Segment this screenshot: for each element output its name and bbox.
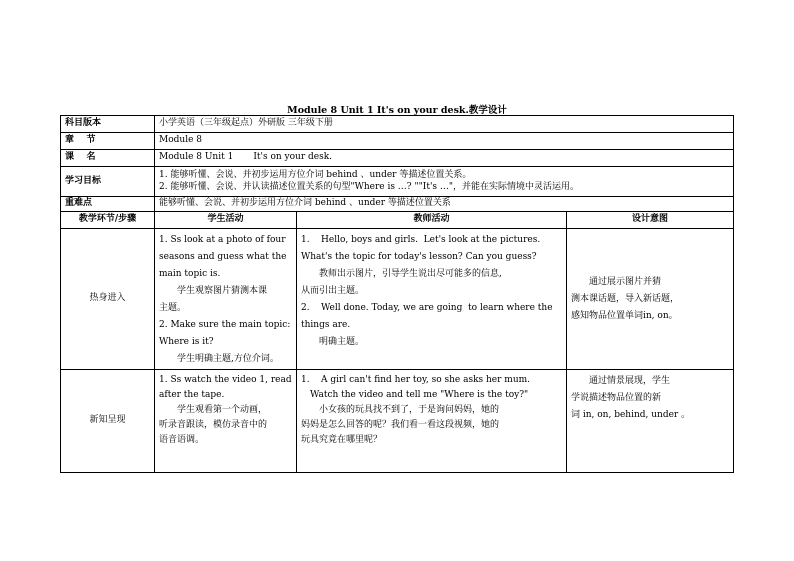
text-line: 妈妈是怎么回答的呢？我们看一看这段视频，她的 — [301, 420, 500, 430]
text-line: 1. Ss watch the video 1, read — [159, 375, 292, 385]
text-line: 明确主题。 — [301, 337, 365, 347]
text-line: 测本课话题，导入新话题， — [571, 293, 680, 304]
keypoints-value: 能够听懂、会说、并初步运用方位介词 behind 、under 等描述位置关系 — [155, 197, 734, 212]
chapter-label: 章 节 — [61, 133, 155, 150]
text-line: 玩具究竟在哪里呢？ — [301, 435, 383, 445]
subject-label: 科目版本 — [61, 116, 155, 133]
teacher-activity-cell — [297, 370, 567, 473]
keypoints-row — [61, 197, 734, 212]
objectives-value — [155, 167, 734, 197]
table-row — [61, 370, 734, 473]
subject-value: 小学英语（三年级起点）外研版 三年级下册 — [155, 116, 734, 133]
chapter-value: Module 8 — [155, 133, 734, 150]
text-line: seasons and guess what the — [159, 252, 287, 262]
design-intent-cell — [567, 370, 734, 473]
text-line: What's the topic for today's lesson? Can you guess? — [301, 252, 537, 262]
text-line: 学生观察图片猜测本课 — [159, 286, 268, 296]
header-design: 设计意图 — [567, 212, 734, 229]
text-line: 通过展示图片并猜 — [571, 276, 662, 287]
text-line: 通过情景展现，学生 — [571, 376, 671, 386]
text-line: 学说描述物品位置的新 — [571, 393, 662, 403]
student-activity-cell — [155, 229, 297, 370]
stage-cell: 新知呈现 — [61, 370, 155, 473]
lesson-value: Module 8 Unit 1 It's on your desk. — [155, 150, 734, 167]
text-line: 2. Make sure the main topic: — [159, 320, 291, 330]
column-header-row — [61, 212, 734, 229]
text-line: 语音语调。 — [159, 435, 205, 445]
header-student: 学生活动 — [155, 212, 297, 229]
text-line: main topic is. — [159, 269, 221, 279]
text-line: 1. A girl can't find her toy, so she asks her mum. — [301, 375, 531, 385]
student-activity-cell — [155, 370, 297, 473]
text-line: things are. — [301, 320, 351, 330]
text-line: 1. Hello, boys and girls. Let's look at the pictures. — [301, 235, 541, 245]
text-line: 学生观看第一个动画， — [159, 405, 268, 415]
info-row-chapter — [61, 133, 734, 150]
header-teacher: 教师活动 — [297, 212, 567, 229]
text-line: 主题。 — [159, 303, 187, 313]
objective-line: 2. 能够听懂、会说、并认读描述位置关系的句型"Where is …? ""It's …"，并能在实际情境中灵活运用。 — [159, 181, 580, 192]
keypoints-label: 重难点 — [61, 197, 155, 212]
lesson-label: 课 名 — [61, 150, 155, 167]
table-row — [61, 229, 734, 370]
text-line: 词 in, on, behind, under 。 — [571, 410, 691, 420]
objectives-row — [61, 167, 734, 197]
text-line: 从而引出主题。 — [301, 286, 365, 296]
objectives-label: 学习目标 — [61, 167, 155, 197]
document-title: Module 8 Unit 1 It's on your desk.教学设计 — [287, 105, 507, 116]
text-line: 学生明确主题,方位介词。 — [159, 354, 279, 364]
teacher-activity-cell — [297, 229, 567, 370]
lesson-plan-table — [60, 115, 734, 473]
text-line: after the tape. — [159, 390, 225, 400]
info-row-lesson — [61, 150, 734, 167]
info-row-subject — [61, 116, 734, 133]
objective-line: 1. 能够听懂、会说、并初步运用方位介词 behind 、under 等描述位置关系。 — [159, 170, 472, 181]
text-line: 2. Well done. Today, we are going to learn where the — [301, 303, 553, 313]
text-line: Watch the video and tell me "Where is the toy?" — [301, 390, 529, 400]
text-line: 听录音跟读，模仿录音中的 — [159, 420, 268, 430]
text-line: Where is it? — [159, 337, 214, 347]
text-line: 教师出示图片，引导学生说出尽可能多的信息, — [301, 269, 502, 279]
text-line: 1. Ss look at a photo of four — [159, 235, 286, 245]
text-line: 感知物品位置单词in, on。 — [571, 310, 678, 321]
stage-cell: 热身进入 — [61, 229, 155, 370]
header-stage: 教学环节/步骤 — [61, 212, 155, 229]
text-line: 小女孩的玩具找不到了，于是询问妈妈，她的 — [301, 405, 500, 415]
design-intent-cell — [567, 229, 734, 370]
